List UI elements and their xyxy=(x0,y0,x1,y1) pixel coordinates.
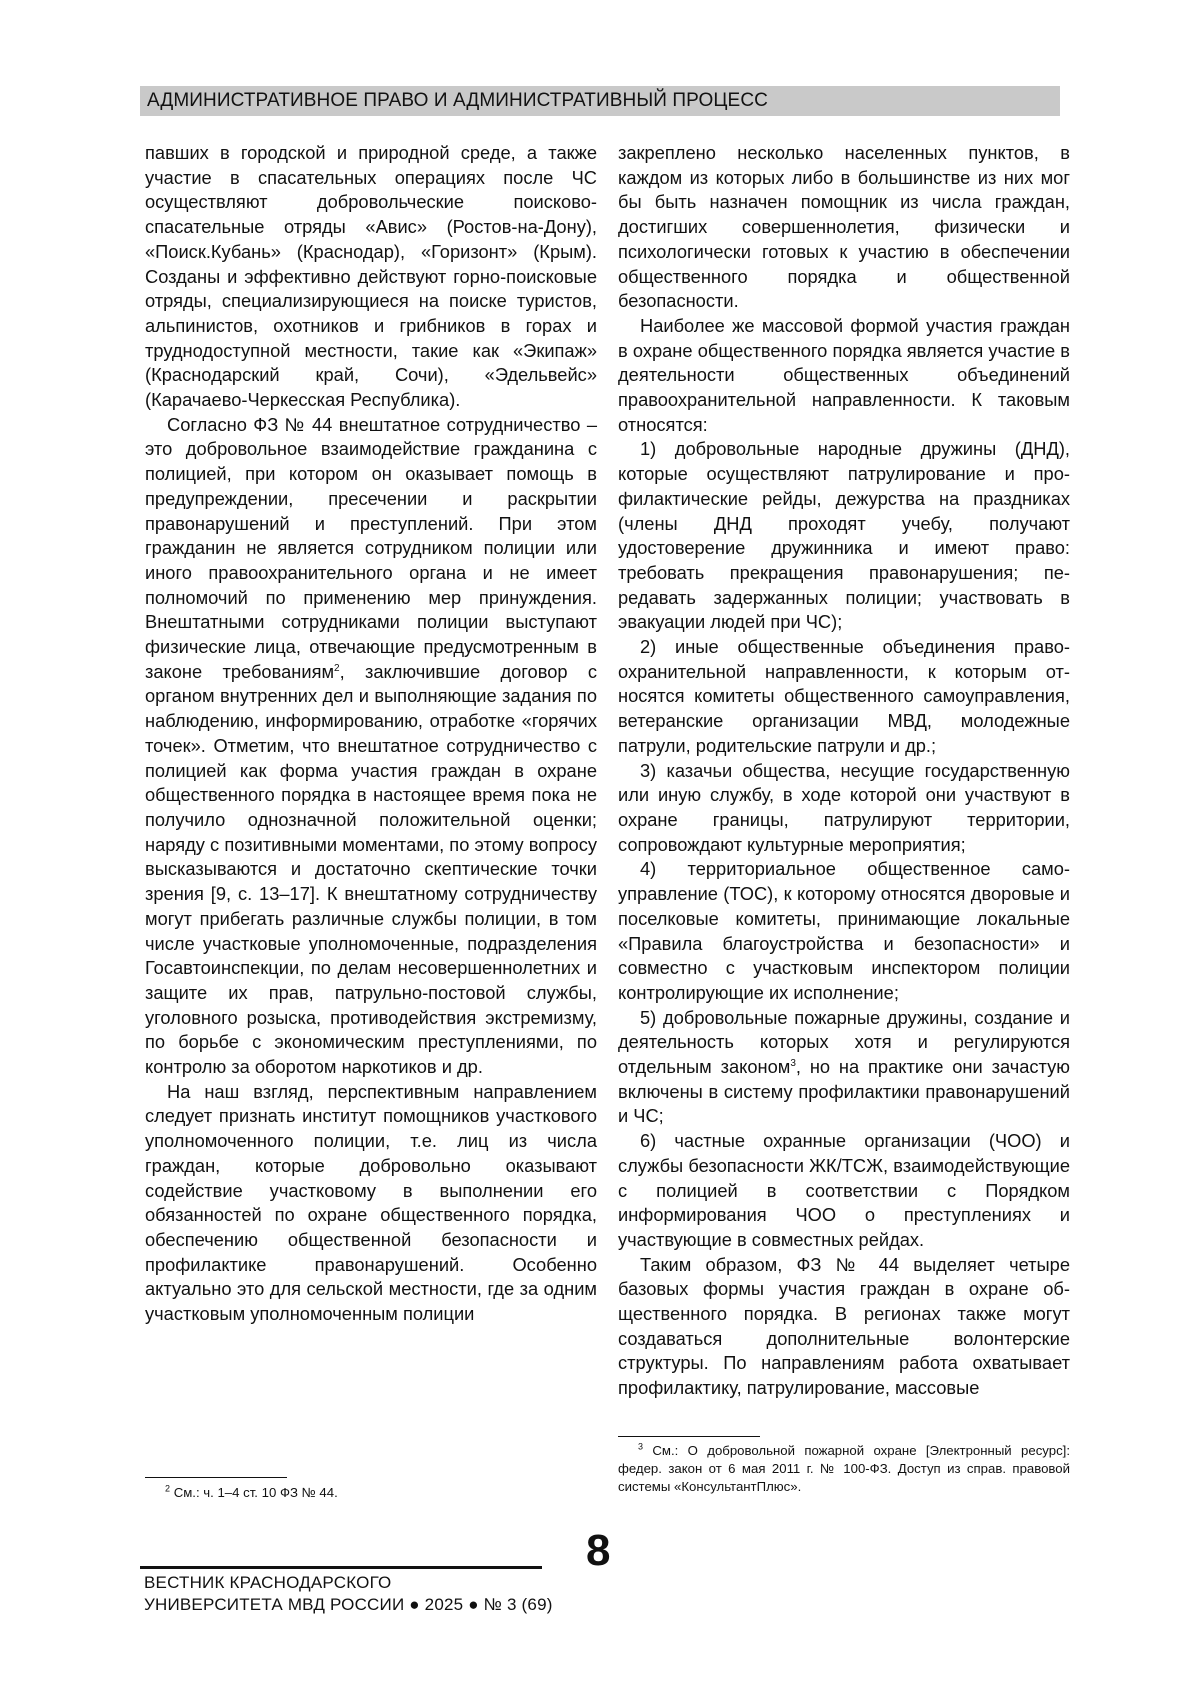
footnote-divider xyxy=(145,1477,287,1478)
footnote-text: См.: О добровольной пожарной охране [Электронный ресурс]: федер. закон от 6 мая 2011 г. № 100-ФЗ. Доступ из справ. правовой системы «КонсультантПлюс». xyxy=(618,1443,1070,1494)
list-item: 4) территориальное общественное самоуправление (ТОС), к которому относятся дворовые и поселковые комитеты, принимающие локальные «Правила благоустройства и безопасности» и совместно с участковым инспектором полиции контролирующие их исполнение; xyxy=(618,858,1070,1003)
paragraph xyxy=(145,413,597,1080)
list-item xyxy=(618,1006,1070,1130)
paragraph: Таким образом, ФЗ № 44 выделяет четыре базовых формы участия граждан в охране общественного порядка. В регионах также могут создаваться дополнительные волонтерские структуры. По направлениям работа охватывает профилактику, патрулирование, массовые xyxy=(618,1253,1070,1399)
footnote-ref[interactable]: 2 xyxy=(334,662,340,674)
left-column xyxy=(145,141,597,1327)
footer-rule xyxy=(140,1566,542,1569)
journal-line-2: УНИВЕРСИТЕТА МВД РОССИИ ● 2025 ● № 3 (69) xyxy=(144,1595,553,1614)
page-number: 8 xyxy=(586,1526,611,1575)
list-item: 6) частные охранные организации (ЧОО) и службы безопасности ЖК/ТСЖ, взаимодействующие с полицией в соответствии с Порядком информирования ЧОО о преступлениях и участвующие в совместных рейдах. xyxy=(618,1130,1070,1250)
footnote-mark: 2 xyxy=(165,1483,171,1494)
journal-title xyxy=(144,1572,553,1616)
right-column xyxy=(618,141,1070,1401)
paragraph-text: Согласно ФЗ № 44 внештатное сотрудничество – это добровольное взаимодействие гражданина с полицией, при котором он оказывает помощь в предупреждении, пресечении и раскрытии правонарушений и преступлений. При этом гражданин не является сотрудником полиции или иного правоохранительного органа и не имеет полномочий по применению мер принуждения. Внештатными сотрудниками полиции выступают физические лица, отвечающие предусмотренным в законе требованиям xyxy=(145,413,597,682)
footnote-2 xyxy=(145,1484,597,1502)
list-item-text: , но на практике они зачастую включены в систему профилактики правонарушений и ЧС; xyxy=(618,1056,1070,1127)
list-item: 3) казачьи общества, несущие государственную или иную службу, в ходе которой они участвуют в охране границы, патрулируют территории, сопровождают культурные мероприятия; xyxy=(618,759,1070,855)
paragraph-text: , заключившие договор с органом внутренних дел и выполняющие задания по наблюдению, информированию, отработке «горячих точек». Отметим, что внештатное сотрудничество с полицией как форма участия граждан в охране общественного порядка в настоящее время пока не получило однозначной положительной оценки; наряду с позитивными моментaми, по этому вопросу высказываются и достаточно скептические точки зрения [9, с. 13–17]. К внештатному сотрудничеству могут прибегать различные службы полиции, в том числе участковые уполномоченные, подразделения Госавтоинспекции, по делам несовершеннолетних и защите их прав, патрульно-постовой службы, уголовного розыска, противодействия экстремизму, по борьбе с экономическим преступлениями, по контролю за оборотом наркотиков и др. xyxy=(145,660,597,1078)
paragraph: закреплено несколько населенных пунктов, в каждом из которых либо в большинстве из них мог бы быть назначен помощник из числа граждан, достигших совершеннолетия, физически и психологически готовых к участию в обеспечении общественного порядка и общественной безопасности. xyxy=(618,142,1070,312)
footnote-divider xyxy=(618,1436,760,1437)
journal-line-1: ВЕСТНИК КРАСНОДАРСКОГО xyxy=(144,1573,392,1592)
paragraph: Наиболее же массовой формой участия граждан в охране общественного порядка является участие в деятельности общественных объединений правоохранительной направленности. К таковым относятся: xyxy=(618,314,1070,435)
footnote-3 xyxy=(618,1442,1070,1496)
section-header: АДМИНИСТРАТИВНОЕ ПРАВО И АДМИНИСТРАТИВНЫЙ ПРОЦЕСС xyxy=(147,90,768,111)
footnote-mark: 3 xyxy=(638,1441,644,1452)
footnote-ref[interactable]: 3 xyxy=(790,1057,796,1069)
paragraph: павших в городской и природной среде, а также участие в спасательных операциях после ЧС осуществляют добровольческие поисково-спасательные отряды «Авис» (Ростов-на-Дону), «Поиск.Кубань» (Краснодар), «Горизонт» (Крым). Созданы и эффективно действуют горно-поисковые отряды, специализирующиеся на поиске туристов, альпинистов, охотников и грибников в горах и труднодоступной местности, такие как «Экипаж» (Краснодарский край, Сочи), «Эдельвейс» (Карачаево-Черкесская Республика). xyxy=(145,142,597,411)
list-item: 1) добровольные народные дружины (ДНД), которые осуществляют патрулирование и профилактические рейды, дежурства на праздниках (члены ДНД проходят учебу, получают удостоверение дружинника и имеют право: требовать прекращения правонарушения; передавать задержанных полиции; участвовать в эвакуации людей при ЧС); xyxy=(618,438,1070,633)
list-item: 2) иные общественные объединения правоохранительной направленности, к которым относятся комитеты общественного самоуправления, ветеранские организации МВД, молодежные патрули, родительские патрули и др.; xyxy=(618,636,1070,756)
paragraph: На наш взгляд, перспективным направлением следует признать институт помощников участкового уполномоченного полиции, т.е. лиц из числа граждан, которые добровольно оказывают содействие участковому в выполнении его обязанностей по охране общественного порядка, обеспечению общественной безопасности и профилактике правонарушений. Особенно актуально это для сельской местности, где за одним участковым уполномоченным полиции xyxy=(145,1080,597,1325)
footnote-text: См.: ч. 1–4 ст. 10 ФЗ № 44. xyxy=(173,1485,338,1500)
list-item-text: 5) добровольные пожарные дружины, создание и деятельность которых хотя и регулируются отдельным законом xyxy=(618,1006,1070,1078)
